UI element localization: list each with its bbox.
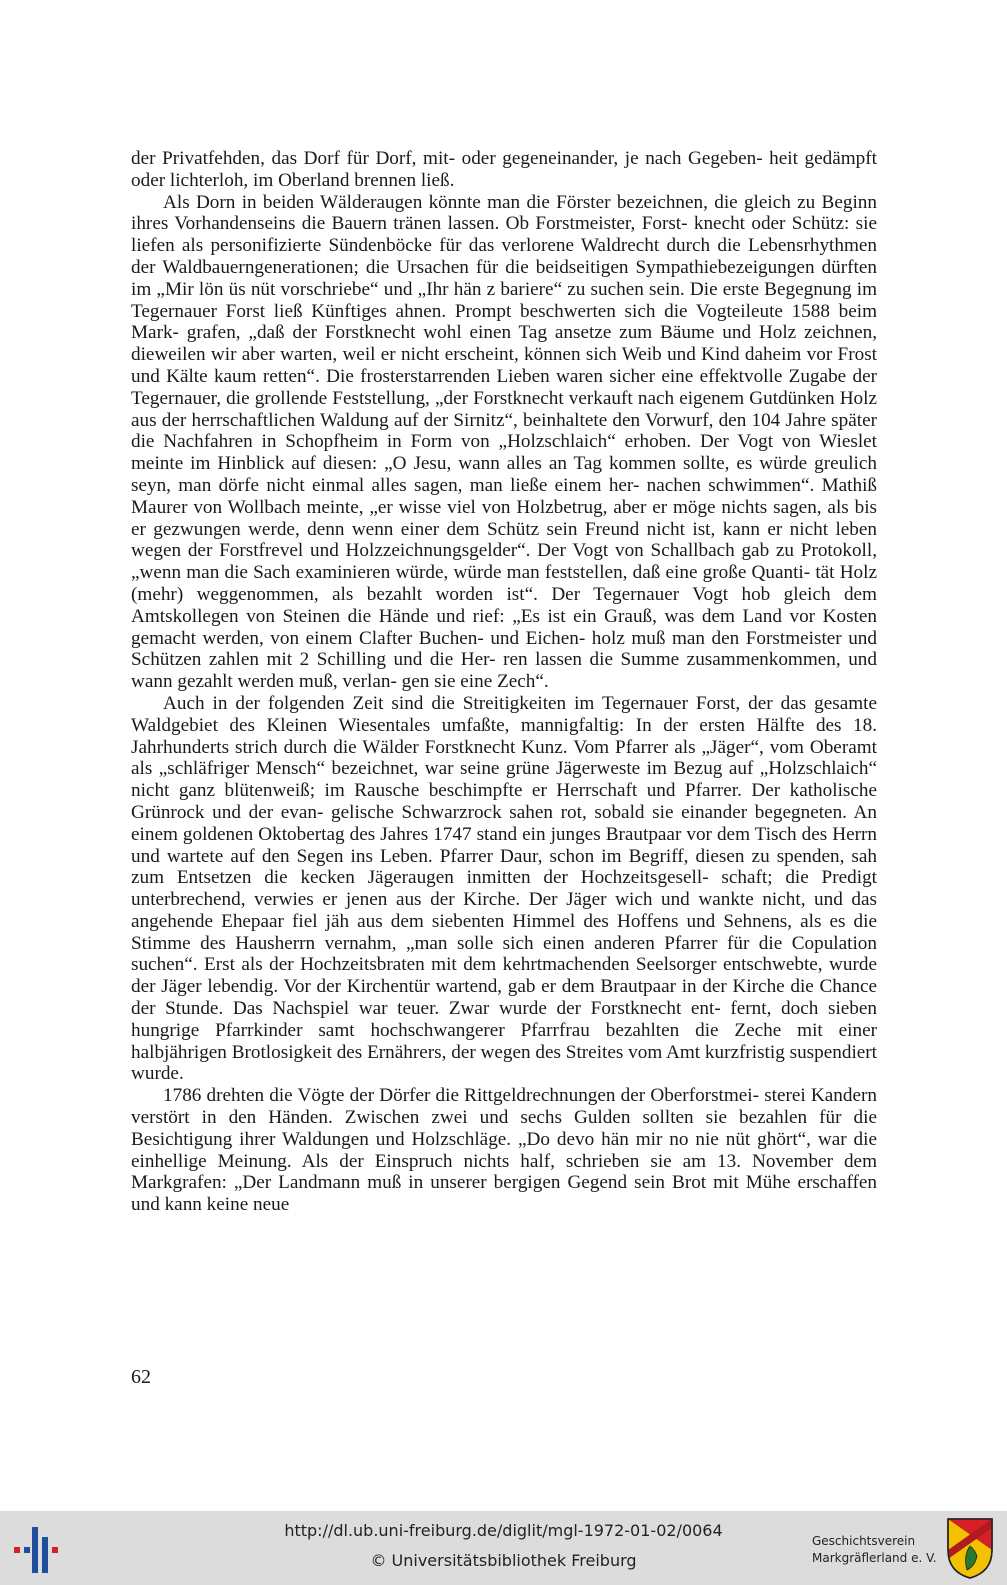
paragraph: Als Dorn in beiden Wälderaugen könnte man die Förster bezeichnen, die gleich zu Beginn ihres Vorhandenseins die Bauern tränen lassen. Ob Forstmeister, Forst- knecht oder Schütz: sie liefen als personifizierte Sündenböcke für das verlorene Waldrecht durch die Lebensrhythmen der Waldbauerngenerationen; die Ursachen für die beidseitigen Sympathiebezeigungen dürften im „Mir lön üs nüt vorschriebe“ und „Ihr hän z bariere“ zu suchen sein. Die erste Begegnung im Tegernauer Forst ließ Künftiges ahnen. Prompt beschwerten sich die Vogteileute 1588 beim Mark- grafen, „daß der Forstknecht wohl einen Tag ansetze zum Bäume und Holz zeichnen, dieweilen wir aber warten, weil er nicht erscheint, können sich Weib und Kind daheim vor Frost und Kälte kaum retten“. Die frosterstarrenden Lieben waren sicher eine effektvolle Zugabe der Tegernauer, die grollende Feststellung, „der Forstknecht verkauft nach eigenem Gutdünken Holz aus der herrschaftlichen Waldung auf der Sirnitz“, beinhaltete den Vorwurf, den 104 Jahre später die Nachfahren in Schopfheim in Form von „Holzschlaich“ erhoben. Der Vogt von Wieslet meinte im Hinblick auf diesen: „O Jesu, wann alles an Tag kommen sollte, es würde greulich seyn, man dörfe nicht einmal alles sagen, man ließe einem her- nachen schwimmen“. Mathiß Maurer von Wollbach meinte, „er wisse viel von Holzbetrug, aber er möge nichts sagen, als bis er gezwungen werde, denn wenn einer dem Schütz sein Freund nicht ist, kann er nicht leben wegen der Forstfrevel und Holzzeichnungsgelder“. Der Vogt von Schallbach gab zu Protokoll, „wenn man die Sach examinieren würde, würde man feststellen, daß eine große Quanti- tät Holz (mehr) weggenommen, als bezahlt worden ist“. Der Tegernauer Vogt hob gleich dem Amtskollegen von Steinen die Hände und rief: „Es ist ein Grauß, was dem Land vor Kosten gemacht werden, von einem Clafter Buchen- und Eichen- holz muß man den Forstmeister und Schützen zahlen mit 2 Schilling und die Her- ren lassen die Summe zusammenkommen, und wann gezahlt werden muß, verlan- gen sie eine Zech“. (131, 191, 877, 693)
markgraeflerland-crest-icon (945, 1516, 995, 1580)
society-name-line: Markgräflerland e. V. (812, 1551, 937, 1565)
society-name (812, 1533, 942, 1567)
society-name-line: Geschichtsverein (812, 1534, 916, 1548)
paragraph: Auch in der folgenden Zeit sind die Streitigkeiten im Tegernauer Forst, der das gesamte Waldgebiet des Kleinen Wiesentales umfaßte, mannigfaltig: In der ersten Hälfte des 18. Jahrhunderts strich durch die Wälder Forstknecht Kunz. Vom Pfarrer als „Jäger“, vom Oberamt als „schläfriger Mensch“ bezeichnet, war seine grüne Jägerweste im Bezug auf „Holzschlaich“ nicht ganz blütenweiß; im Rausche beschimpfte er Herrschaft und Pfarrer. Der katholische Grünrock und der evan- gelische Schwarzrock sahen rot, sobald sie einander begegneten. An einem goldenen Oktobertag des Jahres 1747 stand ein junges Brautpaar vor dem Tisch des Herrn und wartete auf den Segen ins Leben. Pfarrer Daur, schon im Begriff, diesen zu spenden, sah zum Entsetzen die kecken Jägeraugen inmitten der Hochzeitsgesell- schaft; die Predigt unterbrechend, verwies er jenen aus der Kirche. Der Jäger wich und wankte nicht, und das angehende Ehepaar fiel jäh aus dem siebenten Himmel des Hoffens und Sehnens, als es die Stimme des Hausherrn vernahm, „man solle sich einen anderen Pfarrer für die Copulation suchen“. Erst als der Hochzeitsbraten mit dem kehrtmachenden Seelsorger entschwebte, wurde der Jäger lebendig. Vor der Kirchentür wartend, gab er dem Brautpaar in der Kirche die Chance der Stunde. Das Nachspiel war teuer. Zwar wurde der Forstknecht ent- fernt, doch sieben hungrige Pfarrkinder samt hochschwangerer Pfarrfrau bezahlten die Zeche mit einer halbjährigen Brotlosigkeit des Ernährers, der wegen des Streites vom Amt kurzfristig suspendiert wurde. (131, 692, 878, 1085)
page-body (131, 148, 877, 1216)
paragraph: der Privatfehden, das Dorf für Dorf, mit- oder gegeneinander, je nach Gegeben- heit gedämpft oder lichterloh, im Oberland brennen ließ. (131, 148, 877, 191)
source-url-link[interactable]: http://dl.ub.uni-freiburg.de/diglit/mgl-1972-01-02/0064 (284, 1521, 723, 1540)
paragraph: 1786 drehten die Vögte der Dörfer die Rittgeldrechnungen der Oberforstmei- sterei Kandern verstört in den Händen. Zwischen zwei und sechs Gulden sollten sie bezahlen für die Besichtigung ihrer Waldungen und Holzschläge. „Do devo hän mir no nie nüt ghört“, war die einhellige Meinung. Als der Einspruch nichts half, schrieben sie am 13. November dem Markgrafen: „Der Landmann muß in unserer bergigen Gegend sein Brot mit Mühe erschaffen und kann keine neue (131, 1085, 877, 1216)
footer-bar (0, 1511, 1007, 1585)
page-number: 62 (131, 1366, 151, 1388)
copyright-notice: © Universitätsbibliothek Freiburg (370, 1551, 637, 1570)
